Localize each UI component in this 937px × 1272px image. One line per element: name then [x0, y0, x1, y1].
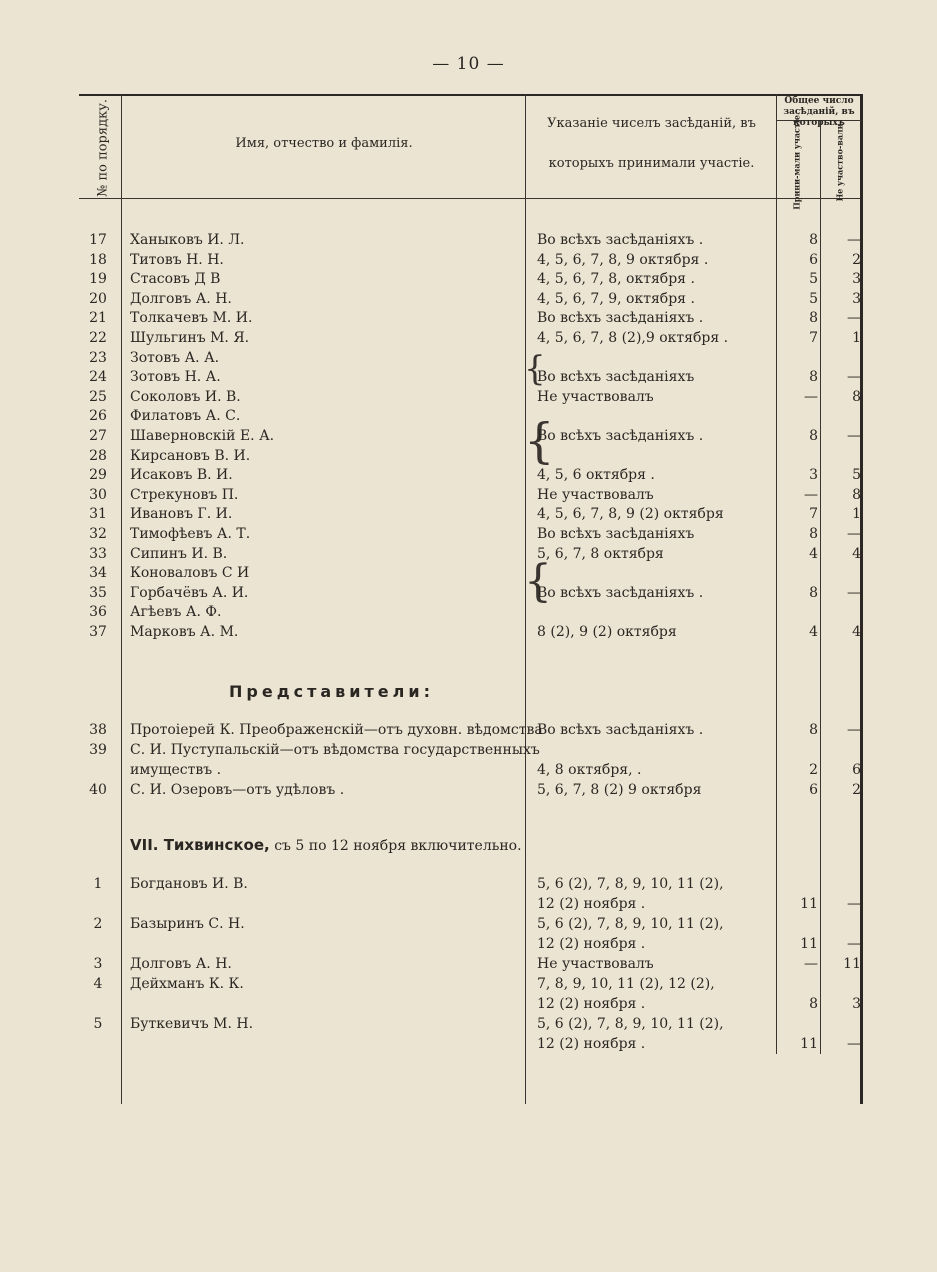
attendance-dates: Не участвовалъ: [537, 956, 654, 972]
row-number: 37: [89, 624, 107, 640]
took-part-count: 11: [800, 1036, 818, 1052]
table-row: [79, 896, 863, 916]
table-row: [79, 487, 863, 507]
row-number: 1: [93, 876, 103, 892]
row-number: 24: [89, 369, 107, 386]
member-name: Зотовъ Н. А.: [130, 369, 221, 386]
row-number: 33: [89, 545, 107, 562]
table-row: [79, 369, 863, 389]
took-part-count: —: [804, 486, 818, 503]
member-name: имуществъ .: [130, 762, 222, 778]
table-row: [79, 1016, 863, 1036]
table-row: [79, 428, 863, 448]
member-name: Толкачевъ М. И.: [130, 310, 253, 327]
header-attendance-2: которыхъ принимали участіе.: [548, 156, 755, 171]
member-name: Соколовъ И. В.: [130, 388, 241, 405]
took-part-count: 8: [809, 428, 818, 444]
took-part-count: 3: [809, 467, 818, 484]
absent-count: 1: [852, 330, 861, 346]
attendance-dates: 7, 8, 9, 10, 11 (2), 12 (2),: [537, 976, 715, 992]
took-part-count: 11: [800, 896, 818, 912]
absent-count: —: [847, 310, 861, 327]
page-number: — 10 —: [432, 54, 505, 74]
member-name: Стрекуновъ П.: [130, 486, 239, 503]
table-row: [79, 585, 863, 605]
row-number: 25: [89, 388, 107, 405]
table-row: [79, 546, 863, 566]
attendance-dates: 8 (2), 9 (2) октября: [537, 624, 677, 640]
took-part-count: —: [804, 388, 818, 405]
attendance-dates: Во всѣхъ засѣданіяхъ .: [537, 232, 704, 248]
took-part-count: 7: [809, 506, 818, 523]
absent-count: —: [847, 232, 861, 248]
took-part-count: 8: [809, 722, 818, 738]
attendance-dates: Не участвовалъ: [537, 486, 654, 503]
section-vii-heading: [130, 836, 522, 854]
took-part-count: 4: [809, 624, 818, 640]
section-vii-dates: съ 5 по 12 ноября включительно.: [274, 838, 522, 854]
table-row: [79, 350, 863, 370]
member-name: Дейхманъ К. К.: [130, 976, 244, 992]
table-row: [79, 232, 863, 252]
attendance-dates: Во всѣхъ засѣданіяхъ .: [537, 310, 704, 327]
header-name: Имя, отчество и фамилія.: [235, 136, 413, 151]
header-total: Общее число засѣданій, въ которыхъ: [783, 96, 855, 128]
member-name: Долговъ А. Н.: [130, 290, 232, 307]
absent-count: —: [847, 1036, 861, 1052]
table-row: [79, 526, 863, 546]
row-number: 18: [89, 251, 107, 268]
table-top-rule: [79, 94, 863, 96]
member-name: Базыринъ С. Н.: [130, 916, 245, 932]
table-row: [79, 291, 863, 311]
table-row: [79, 996, 863, 1016]
absent-count: 3: [852, 271, 861, 288]
table-row: [79, 467, 863, 487]
brace: {: [524, 413, 555, 469]
table-row: [79, 604, 863, 624]
absent-count: —: [847, 584, 861, 601]
took-part-count: 6: [809, 782, 818, 798]
row-number: 26: [89, 408, 107, 425]
table-row: [79, 1036, 863, 1056]
table-row: [79, 310, 863, 330]
attendance-dates: Во всѣхъ засѣданіяхъ .: [537, 722, 704, 738]
row-number: 23: [89, 349, 107, 366]
attendance-dates: 4, 5, 6, 7, 8, 9 октября .: [537, 251, 709, 268]
absent-count: —: [847, 526, 861, 542]
brace: {: [524, 349, 546, 389]
table-row: [79, 389, 863, 409]
attendance-dates: 4, 5, 6, 7, 8 (2),9 октября .: [537, 330, 729, 346]
took-part-count: 8: [809, 232, 818, 248]
absent-count: 5: [852, 467, 861, 484]
absent-count: 2: [852, 782, 861, 798]
attendance-dates: 4, 5, 6, 7, 8, октября .: [537, 271, 695, 288]
took-part-count: 8: [809, 526, 818, 542]
member-name: Стасовъ Д В: [130, 271, 221, 288]
row-number: 27: [89, 428, 107, 444]
brace: {: [524, 556, 552, 607]
table-row: [79, 624, 863, 644]
table-row: [79, 448, 863, 468]
table-row: [79, 782, 863, 802]
took-part-count: 5: [809, 290, 818, 307]
absent-count: —: [847, 936, 861, 952]
row-number: 21: [89, 310, 107, 327]
row-number: 40: [89, 782, 107, 798]
member-name: Шульгинъ М. Я.: [130, 330, 250, 346]
absent-count: 11: [843, 956, 861, 972]
attendance-dates: 4, 5, 6, 7, 8, 9 (2) октября: [537, 506, 724, 523]
row-number: 20: [89, 290, 107, 307]
member-name: Ивановъ Г. И.: [130, 506, 233, 523]
attendance-dates: Во всѣхъ засѣданіяхъ .: [537, 584, 704, 601]
header-number: № по порядку.: [95, 99, 111, 197]
member-name: Исаковъ В. И.: [130, 467, 233, 484]
row-number: 32: [89, 526, 107, 542]
attendance-dates: 4, 5, 6 октября .: [537, 467, 655, 484]
attendance-dates: 4, 8 октября, .: [537, 762, 642, 778]
attendance-dates: 5, 6, 7, 8 (2) 9 октября: [537, 782, 702, 798]
table-row: [79, 506, 863, 526]
attendance-dates: 5, 6 (2), 7, 8, 9, 10, 11 (2),: [537, 916, 724, 932]
member-name: Ханыковъ И. Л.: [130, 232, 245, 248]
table-row: [79, 330, 863, 350]
member-name: Кирсановъ В. И.: [130, 447, 251, 464]
member-name: Буткевичъ М. Н.: [130, 1016, 254, 1032]
attendance-dates: Во всѣхъ засѣданіяхъ .: [537, 428, 704, 444]
absent-count: —: [847, 428, 861, 444]
row-number: 38: [89, 722, 107, 738]
member-name: Долговъ А. Н.: [130, 956, 232, 972]
table-row: [79, 976, 863, 996]
absent-count: 1: [852, 506, 861, 523]
absent-count: 3: [852, 290, 861, 307]
table-row: [79, 722, 863, 742]
attendance-dates: 5, 6 (2), 7, 8, 9, 10, 11 (2),: [537, 876, 724, 892]
absent-count: 8: [852, 388, 861, 405]
member-name: Тимофѣевъ А. Т.: [130, 526, 251, 542]
member-name: Агѣевъ А. Ф.: [130, 604, 222, 621]
took-part-count: 6: [809, 251, 818, 268]
took-part-count: 4: [809, 545, 818, 562]
table-row: [79, 565, 863, 585]
member-name: Богдановъ И. В.: [130, 876, 248, 892]
member-name: Филатовъ А. С.: [130, 408, 241, 425]
table-row: [79, 271, 863, 291]
representatives-title: Представители:: [229, 682, 434, 701]
absent-count: —: [847, 896, 861, 912]
absent-count: 2: [852, 251, 861, 268]
table-row: [79, 742, 863, 762]
took-part-count: 11: [800, 936, 818, 952]
took-part-count: —: [804, 956, 818, 972]
took-part-count: 8: [809, 310, 818, 327]
attendance-dates: 4, 5, 6, 7, 9, октября .: [537, 290, 695, 307]
row-number: 22: [89, 330, 107, 346]
took-part-count: 8: [809, 996, 818, 1012]
table-row: [79, 916, 863, 936]
absent-count: 8: [852, 486, 861, 503]
absent-count: 4: [852, 624, 861, 640]
row-number: 29: [89, 467, 107, 484]
attendance-dates: 5, 6 (2), 7, 8, 9, 10, 11 (2),: [537, 1016, 724, 1032]
attendance-dates: Во всѣхъ засѣданіяхъ: [537, 526, 695, 542]
row-number: 28: [89, 447, 107, 464]
row-number: 31: [89, 506, 107, 523]
took-part-count: 8: [809, 369, 818, 386]
member-name: Коноваловъ С И: [130, 565, 250, 582]
member-name: Горбачёвъ А. И.: [130, 584, 249, 601]
header-attendance-1: Указаніе чиселъ засѣданій, въ: [547, 116, 756, 131]
header-not-took-part: Не участво-вали.: [834, 120, 845, 202]
member-name: Марковъ А. М.: [130, 624, 239, 640]
row-number: 39: [89, 742, 107, 758]
took-part-count: 5: [809, 271, 818, 288]
attendance-dates: 5, 6, 7, 8 октября: [537, 545, 664, 562]
member-name: С. И. Озеровъ—отъ удѣловъ .: [130, 782, 345, 798]
table-row: [79, 408, 863, 428]
took-part-count: 2: [809, 762, 818, 778]
row-number: 2: [93, 916, 103, 932]
header-bottom-rule: [79, 198, 863, 199]
table-row: [79, 252, 863, 272]
absent-count: —: [847, 369, 861, 386]
absent-count: —: [847, 722, 861, 738]
row-number: 19: [89, 271, 107, 288]
attendance-table: [79, 94, 863, 1104]
absent-count: 3: [852, 996, 861, 1012]
row-number: 3: [93, 956, 103, 972]
member-name: Шаверновскій Е. А.: [130, 428, 275, 444]
row-number: 17: [89, 232, 107, 248]
row-number: 4: [93, 976, 103, 992]
member-name: С. И. Пуступальскій—отъ вѣдомства государственныхъ: [130, 742, 540, 758]
took-part-count: 7: [809, 330, 818, 346]
table-row: [79, 876, 863, 896]
member-name: Титовъ Н. Н.: [130, 251, 224, 268]
table-row: [79, 956, 863, 976]
header-took-part: Прини-мали участіе.: [791, 112, 802, 210]
attendance-dates: 12 (2) ноября .: [537, 1036, 646, 1052]
attendance-dates: Во всѣхъ засѣданіяхъ: [537, 369, 695, 386]
absent-count: 4: [852, 545, 861, 562]
row-number: 36: [89, 604, 107, 621]
section-vii-label: VII. Тихвинское,: [130, 836, 270, 854]
row-number: 30: [89, 486, 107, 503]
member-name: Протоіерей К. Преображенскій—отъ духовн. вѣдомства: [130, 722, 543, 738]
took-part-count: 8: [809, 584, 818, 601]
attendance-dates: 12 (2) ноября .: [537, 996, 646, 1012]
attendance-dates: Не участвовалъ: [537, 388, 654, 405]
table-row: [79, 762, 863, 782]
attendance-dates: 12 (2) ноября .: [537, 896, 646, 912]
member-name: Сипинъ И. В.: [130, 545, 228, 562]
row-number: 34: [89, 565, 107, 582]
member-name: Зотовъ А. А.: [130, 349, 220, 366]
absent-count: 6: [852, 762, 861, 778]
row-number: 5: [93, 1016, 103, 1032]
table-row: [79, 936, 863, 956]
row-number: 35: [89, 584, 107, 601]
attendance-dates: 12 (2) ноября .: [537, 936, 646, 952]
